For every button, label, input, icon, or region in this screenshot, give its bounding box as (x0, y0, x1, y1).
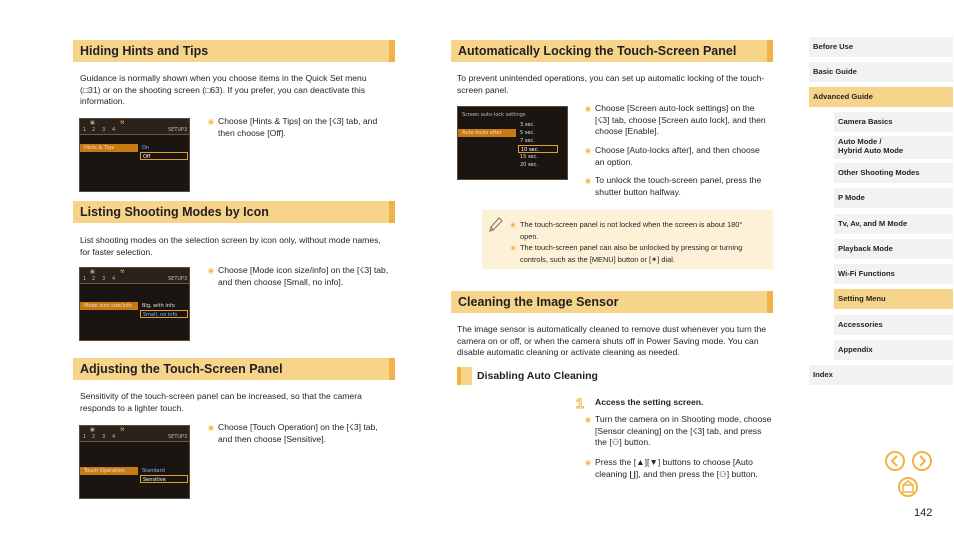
autolock-bullet-2: Choose [Auto-locks after], and then choose an option. (585, 145, 765, 168)
note-box (482, 210, 773, 269)
nav-basic-guide[interactable]: Basic Guide (809, 62, 953, 82)
screen-tab: SETUP3 (168, 127, 188, 133)
cleaning-bullet-1: Turn the camera on in Shooting mode, choose [Sensor cleaning] on the [☇3] tab, and press the [⚇] button. (585, 414, 775, 449)
step-number: 1 (576, 395, 584, 411)
screen-tabs (80, 119, 189, 135)
screen-option: 7 sec. (520, 138, 535, 144)
nav-tv-av-m-mode[interactable]: Tv, Av, and M Mode (834, 214, 953, 234)
nav-playback-mode[interactable]: Playback Mode (834, 239, 953, 259)
camera-tab-icon: ▣ (90, 427, 95, 433)
prev-arrow-icon (887, 453, 903, 469)
screen-option: 5 sec. (520, 130, 535, 136)
pencil-note-icon (487, 216, 503, 234)
screen-tabs (80, 268, 189, 284)
screen-tab: 3 (102, 276, 106, 282)
hints-bullet: Choose [Hints & Tips] on the [☇3] tab, and then choose [Off]. (208, 116, 388, 139)
screen-tab: 3 (102, 127, 106, 133)
section-title-modes: Listing Shooting Modes by Icon (73, 201, 395, 223)
screen-tab: SETUP3 (168, 434, 188, 440)
next-arrow-icon (914, 453, 930, 469)
touch-body: Sensitivity of the touch-screen panel can be increased, so that the camera responds to a lighter touch. (80, 391, 362, 413)
nav-appendix[interactable]: Appendix (834, 340, 953, 360)
screen-tab: 2 (92, 434, 96, 440)
touch-screen (79, 425, 190, 499)
screen-tab: 1 (83, 434, 87, 440)
nav-accessories[interactable]: Accessories (834, 315, 953, 335)
screen-option-selected: Sensitive (140, 475, 188, 483)
nav-advanced-guide[interactable]: Advanced Guide (809, 87, 953, 107)
screen-tab: 1 (83, 276, 87, 282)
home-camera-icon (900, 479, 916, 495)
screen-tab: 4 (112, 276, 116, 282)
wrench-tab-icon: ⚒ (120, 120, 125, 126)
nav-auto-mode-line1: Auto Mode / (838, 137, 882, 146)
autolock-screen (457, 106, 568, 180)
screen-tabs (80, 426, 189, 442)
section-title-touch: Adjusting the Touch-Screen Panel (73, 358, 395, 380)
screen-menu-row: Touch Operation (80, 467, 138, 475)
screen-menu-row: Hints & Tips (80, 144, 138, 152)
screen-tab: 4 (112, 434, 116, 440)
subsection-marker (457, 367, 472, 385)
home-button[interactable] (898, 477, 918, 497)
nav-auto-mode-line2: Hybrid Auto Mode (838, 146, 904, 155)
note-1: The touch-screen panel is not locked when the screen is about 180° open. (510, 219, 750, 242)
modes-bullet: Choose [Mode icon size/info] on the [☇3] tab, and then choose [Small, no info]. (208, 265, 393, 288)
screen-tab: SETUP3 (168, 276, 188, 282)
nav-p-mode[interactable]: P Mode (834, 188, 953, 208)
nav-other-shooting-modes[interactable]: Other Shooting Modes (834, 163, 953, 183)
nav-before-use[interactable]: Before Use (809, 37, 953, 57)
screen-header: Screen auto-lock settings (462, 112, 526, 118)
screen-option: 15 sec. (520, 154, 538, 160)
hints-screen (79, 118, 190, 192)
section-title-hints: Hiding Hints and Tips (73, 40, 395, 62)
screen-option: Big, with info (142, 303, 175, 309)
page-number: 142 (914, 507, 933, 519)
screen-menu-row: Mode icon size/info (80, 302, 138, 310)
screen-option: 20 sec. (520, 162, 538, 168)
camera-tab-icon: ▣ (90, 269, 95, 275)
screen-option: Standard (142, 468, 165, 474)
nav-wifi-functions[interactable]: Wi-Fi Functions (834, 264, 953, 284)
modes-screen (79, 267, 190, 341)
touch-bullet: Choose [Touch Operation] on the [☇3] tab, and then choose [Sensitive]. (208, 422, 388, 445)
screen-option: 3 sec. (520, 122, 535, 128)
autolock-body: To prevent unintended operations, you can set up automatic locking of the touch-screen panel. (457, 73, 765, 95)
screen-option: On (142, 145, 150, 151)
screen-option-selected: Off (140, 152, 188, 160)
screen-tab: 3 (102, 434, 106, 440)
cleaning-body: The image sensor is automatically cleaned to remove dust whenever you turn the camera on or off, or when the camera shuts off in Power Saving mode. You can disable automatic cleaning or activate cleaning as needed. (457, 324, 767, 357)
step-title: Access the setting screen. (595, 397, 704, 407)
screen-tab: 1 (83, 127, 87, 133)
screen-tab: 2 (92, 276, 96, 282)
screen-menu-row: Auto-locks after (458, 129, 516, 137)
section-title-cleaning: Cleaning the Image Sensor (451, 291, 773, 313)
camera-tab-icon: ▣ (90, 120, 95, 126)
nav-setting-menu[interactable]: Setting Menu (834, 289, 953, 309)
prev-page-button[interactable] (885, 451, 905, 471)
section-title-autolock: Automatically Locking the Touch-Screen Panel (451, 40, 773, 62)
autolock-bullet-1: Choose [Screen auto-lock settings] on the [☇3] tab, choose [Screen auto lock], and then choose [Enable]. (585, 103, 770, 138)
nav-camera-basics[interactable]: Camera Basics (834, 112, 953, 132)
subsection-title: Disabling Auto Cleaning (477, 370, 598, 382)
cleaning-bullet-2: Press the [▲][▼] buttons to choose [Auto cleaning ∐], and then press the [⚇] button. (585, 457, 775, 480)
wrench-tab-icon: ⚒ (120, 269, 125, 275)
hints-body: Guidance is normally shown when you choose items in the Quick Set menu (□31) or on the shooting screen (□63). If you prefer, you can deactivate this information. (80, 73, 367, 106)
screen-option-selected: 10 sec. (518, 145, 558, 153)
screen-tab: 4 (112, 127, 116, 133)
screen-tab: 2 (92, 127, 96, 133)
screen-option-selected: Small, no info (140, 310, 188, 318)
wrench-tab-icon: ⚒ (120, 427, 125, 433)
note-2: The touch-screen panel can also be unlocked by pressing or turning controls, such as the [MENU] button or [✶] dial. (510, 242, 755, 265)
autolock-bullet-3: To unlock the touch-screen panel, press the shutter button halfway. (585, 175, 770, 198)
modes-body: List shooting modes on the selection screen by icon only, without mode names, for faster selection. (80, 235, 381, 257)
nav-auto-mode[interactable] (834, 136, 953, 159)
next-page-button[interactable] (912, 451, 932, 471)
nav-index[interactable]: Index (809, 365, 953, 385)
